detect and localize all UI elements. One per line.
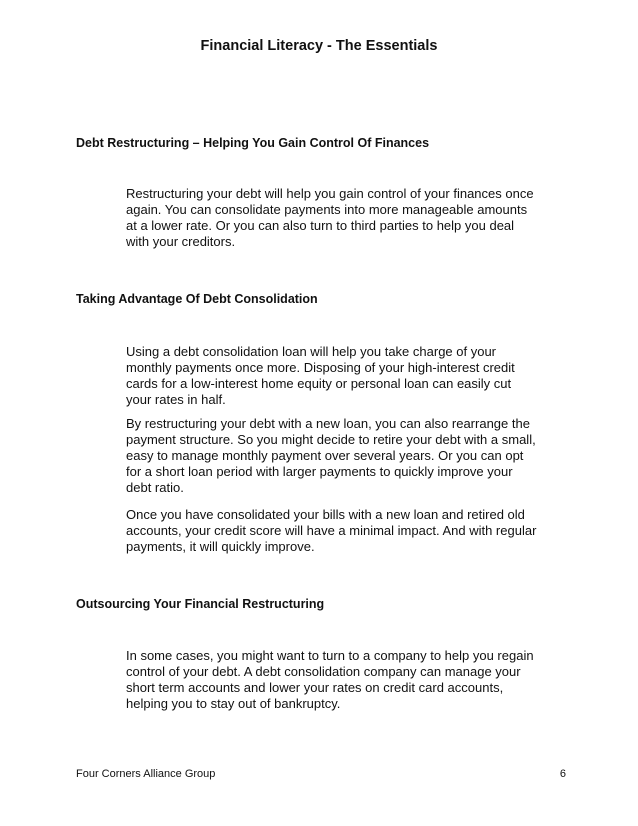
- paragraph: Once you have consolidated your bills with a new loan and retired old accounts, your credit score will have a minimal impact. And with regular payments, it will quickly improve.: [126, 507, 537, 554]
- page-title: Financial Literacy - The Essentials: [200, 38, 438, 54]
- footer-organization: Four Corners Alliance Group: [76, 768, 216, 780]
- section-heading: Outsourcing Your Financial Restructuring: [76, 597, 325, 611]
- section-heading: Debt Restructuring – Helping You Gain Control Of Finances: [76, 136, 430, 150]
- paragraph: In some cases, you might want to turn to a company to help you regain control of your debt. A debt consolidation company can manage your short term accounts and lower your rates on credit card accounts, helping you to stay out of bankruptcy.: [126, 648, 534, 711]
- footer-page-number: 6: [559, 768, 566, 780]
- section-heading: Taking Advantage Of Debt Consolidation: [76, 292, 318, 306]
- paragraph: Restructuring your debt will help you gain control of your finances once again. You can consolidate payments into more manageable amounts at a lower rate. Or you can also turn to third parties to help you deal with your creditors.: [126, 186, 534, 249]
- paragraph: Using a debt consolidation loan will help you take charge of your monthly payments once more. Disposing of your high-interest credit cards for a low-interest home equity or personal loan can easily cut your rates in half.: [126, 344, 515, 407]
- paragraph: By restructuring your debt with a new loan, you can also rearrange the payment structure. So you might decide to retire your debt with a small, easy to manage monthly payment over several years. Or you can opt for a short loan period with larger payments to quickly improve your debt ratio.: [126, 416, 536, 495]
